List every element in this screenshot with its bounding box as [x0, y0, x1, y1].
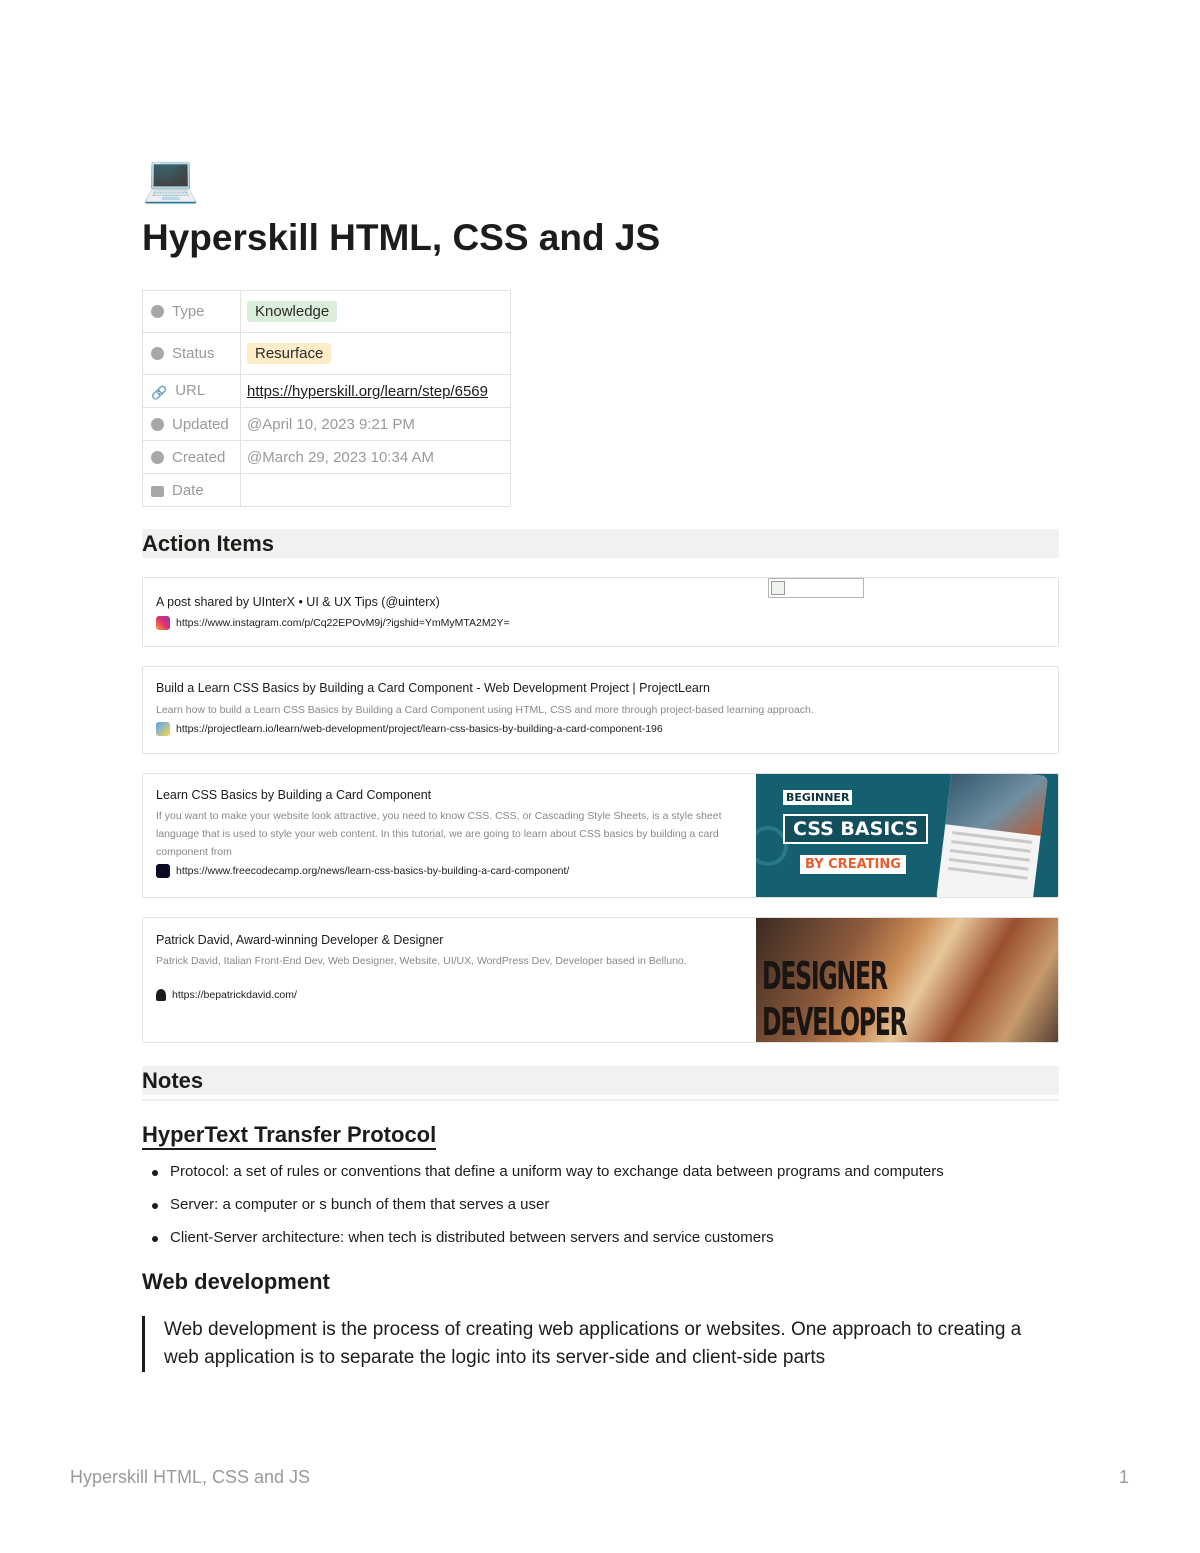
laptop-icon: 💻: [142, 151, 200, 205]
properties-table: [142, 290, 511, 507]
divider: [142, 1099, 1059, 1101]
property-label: Date: [172, 481, 204, 499]
created-value: @March 29, 2023 10:34 AM: [247, 448, 435, 466]
property-label: URL: [175, 381, 206, 399]
page-number: 1: [1118, 1467, 1129, 1487]
property-date: [143, 474, 511, 507]
property-created: [143, 441, 511, 474]
property-label: Status: [172, 345, 215, 362]
bookmark-instagram[interactable]: [142, 577, 1059, 647]
select-icon: [151, 305, 164, 318]
property-updated: [143, 408, 511, 441]
bookmark-title: Patrick David, Award-winning Developer & Designer: [156, 933, 444, 947]
http-bullet-list: [142, 1162, 1059, 1248]
bookmark-title: A post shared by UInterX • UI & UX Tips (@uinterx): [156, 595, 440, 609]
list-item: Server: a computer or s bunch of them that serves a user: [142, 1195, 1059, 1215]
list-item: Client-Server architecture: when tech is distributed between servers and service customers: [142, 1228, 1059, 1248]
bookmark-url[interactable]: https://bepatrickdavid.com/: [156, 987, 743, 1003]
bookmark-description: Learn how to build a Learn CSS Basics by Building a Card Component using HTML, CSS and more through project-based learning approach.: [156, 704, 814, 716]
bookmark-thumbnail: [756, 918, 1058, 1042]
action-items-heading: Action Items: [142, 529, 1059, 558]
person-icon: [156, 989, 166, 1001]
bookmark-projectlearn[interactable]: [142, 666, 1059, 754]
list-item: Protocol: a set of rules or conventions that define a uniform way to exchange data between programs and computers: [142, 1162, 1059, 1182]
thumbnail-badge: BEGINNER: [783, 790, 852, 805]
type-tag[interactable]: Knowledge: [247, 301, 337, 322]
bookmark-url[interactable]: https://www.instagram.com/p/Cq22EPOvM9j/?igshid=YmMyMTA2M2Y=: [156, 615, 1045, 631]
bookmark-title: Build a Learn CSS Basics by Building a Card Component - Web Development Project | ProjectLearn: [156, 681, 710, 695]
web-development-heading: Web development: [142, 1269, 330, 1294]
http-heading: HyperText Transfer Protocol: [142, 1122, 436, 1150]
instagram-icon: [156, 616, 170, 630]
projectlearn-icon: [156, 722, 170, 736]
web-development-quote: Web development is the process of creating web applications or websites. One approach to creating a web application is to separate the logic into its server-side and client-side parts: [142, 1316, 1059, 1372]
phone-mockup: [936, 774, 1048, 897]
updated-value: @April 10, 2023 9:21 PM: [247, 415, 415, 433]
status-tag[interactable]: Resurface: [247, 343, 331, 364]
page-content: [142, 150, 1059, 1372]
bookmark-thumbnail: [756, 774, 1058, 897]
thumbnail-word: DEVELOPER: [762, 1000, 907, 1042]
clock-icon: [151, 451, 164, 464]
property-type: [143, 291, 511, 333]
bookmark-description: Patrick David, Italian Front-End Dev, Web Designer, Website, UI/UX, WordPress Dev, Developer based in Belluno.: [156, 955, 687, 967]
thumbnail-heading: CSS BASICS: [783, 814, 928, 844]
property-url: [143, 375, 511, 408]
bookmark-url[interactable]: https://www.freecodecamp.org/news/learn-css-basics-by-building-a-card-component/: [156, 863, 743, 879]
link-icon: 🔗: [151, 384, 168, 400]
property-status: [143, 333, 511, 375]
bookmark-url[interactable]: https://projectlearn.io/learn/web-development/project/learn-css-basics-by-building-a-card-component-196: [156, 721, 1045, 737]
property-label: Created: [172, 448, 226, 466]
broken-image: [768, 578, 864, 598]
thumbnail-word: DESIGNER: [762, 954, 887, 998]
bookmark-patrickdavid[interactable]: [142, 917, 1059, 1043]
notes-heading: Notes: [142, 1066, 1059, 1095]
bookmark-freecodecamp[interactable]: [142, 773, 1059, 898]
date-value[interactable]: [241, 474, 511, 507]
property-label: Updated: [172, 415, 229, 433]
freecodecamp-icon: [156, 864, 170, 878]
page-title: Hyperskill HTML, CSS and JS: [142, 217, 661, 258]
thumbnail-subheading: BY CREATING: [800, 855, 906, 874]
url-link[interactable]: https://hyperskill.org/learn/step/6569: [247, 382, 488, 400]
bookmark-description: If you want to make your website look attractive, you need to know CSS. CSS, or Cascading Style Sheets, is a style sheet language that is used to style your web content. In this tutorial, we are going to learn about CSS basics by building a card component from: [156, 810, 722, 858]
select-icon: [151, 347, 164, 360]
bookmark-title: Learn CSS Basics by Building a Card Component: [156, 788, 432, 802]
property-label: Type: [172, 303, 205, 320]
footer-title: Hyperskill HTML, CSS and JS: [70, 1467, 311, 1487]
clock-icon: [151, 418, 164, 431]
calendar-icon: [151, 486, 164, 497]
